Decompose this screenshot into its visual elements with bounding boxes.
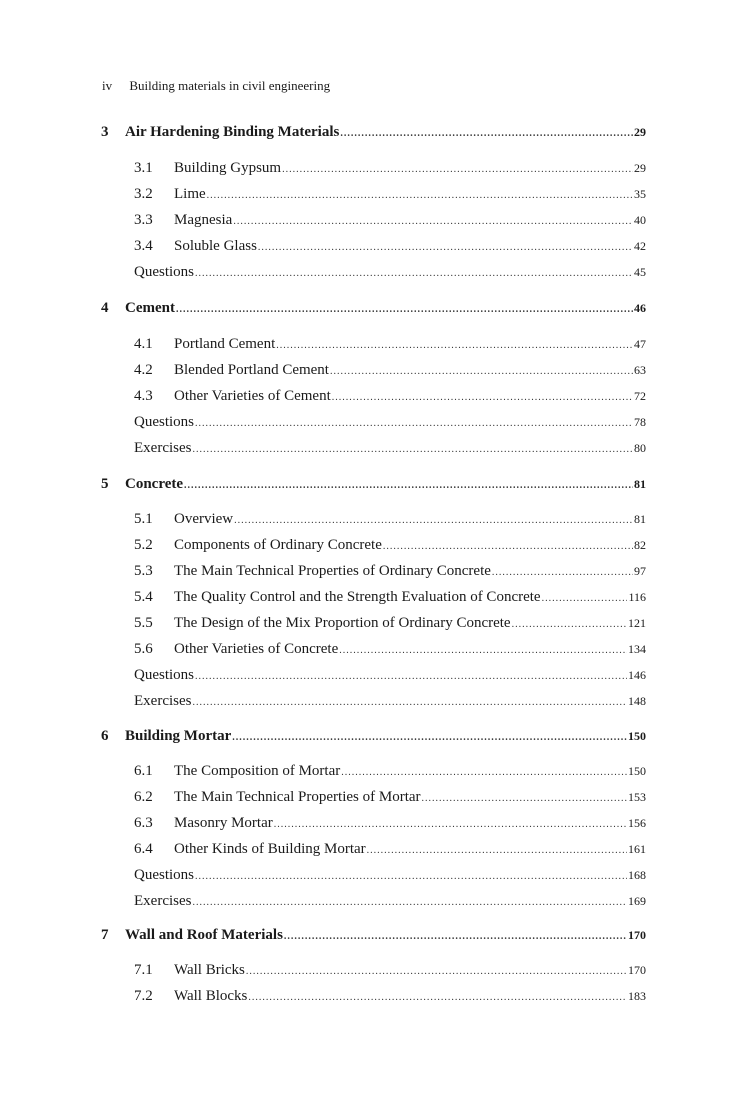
toc-section-entry [134, 388, 646, 405]
dot-leader [192, 444, 633, 455]
toc-chapter-entry [101, 927, 646, 944]
toc-entry [134, 440, 646, 457]
dot-leader [232, 732, 627, 743]
toc-entry [134, 693, 646, 710]
toc-entry [134, 667, 646, 684]
toc-entry-number: 5.6 [134, 641, 153, 657]
toc-entry-title: Questions [134, 264, 194, 280]
dot-leader [246, 966, 627, 977]
toc-entry-title: Air Hardening Binding Materials [125, 124, 340, 140]
toc-entry-number: 5.2 [134, 537, 153, 553]
toc-entry-page: 29 [634, 125, 646, 139]
toc-section-entry [134, 160, 646, 177]
dot-leader [367, 845, 627, 856]
toc-entry-number: 6.2 [134, 789, 153, 805]
toc-entry-page: 40 [634, 213, 646, 227]
toc-section-entry [134, 763, 646, 780]
toc-section-entry [134, 615, 646, 632]
toc-section-entry [134, 641, 646, 658]
dot-leader [207, 190, 633, 201]
toc-entry-number: 5.3 [134, 563, 153, 579]
dot-leader [340, 128, 633, 139]
dot-leader [282, 164, 633, 175]
toc-chapter-entry [101, 300, 646, 317]
toc-entry-title: Wall and Roof Materials [125, 927, 283, 943]
dot-leader [492, 567, 633, 578]
toc-entry-page: 156 [628, 816, 646, 830]
toc-entry-page: 148 [628, 694, 646, 708]
toc-entry-page: 161 [628, 842, 646, 856]
toc-entry-number: 7.2 [134, 988, 153, 1004]
toc-entry-number: 3.3 [134, 212, 153, 228]
toc-section-entry [134, 186, 646, 203]
toc-entry [134, 414, 646, 431]
toc-entry-title: Blended Portland Cement [174, 362, 329, 378]
toc-entry-number: 4.2 [134, 362, 153, 378]
toc-entry-title: Building Mortar [125, 728, 232, 744]
toc-entry-number: 3.2 [134, 186, 153, 202]
toc-entry-number: 6.3 [134, 815, 153, 831]
toc-entry [134, 867, 646, 884]
dot-leader [422, 793, 627, 804]
toc-entry-number: 6 [101, 728, 109, 744]
dot-leader [234, 515, 633, 526]
toc-entry-title: Magnesia [174, 212, 233, 228]
dot-leader [248, 992, 627, 1003]
dot-leader [284, 931, 627, 942]
toc-entry-page: 35 [634, 187, 646, 201]
toc-entry-page: 150 [628, 764, 646, 778]
toc-entry-title: Other Varieties of Cement [174, 388, 331, 404]
toc-section-entry [134, 815, 646, 832]
toc-entry-title: Other Kinds of Building Mortar [174, 841, 366, 857]
toc-section-entry [134, 212, 646, 229]
toc-entry-title: Lime [174, 186, 206, 202]
dot-leader [258, 242, 633, 253]
toc-entry-title: Masonry Mortar [174, 815, 273, 831]
toc-section-entry [134, 563, 646, 580]
toc-entry-page: 78 [634, 415, 646, 429]
toc-entry-title: The Quality Control and the Strength Evaluation of Concrete [174, 589, 541, 605]
dot-leader [192, 897, 627, 908]
header-book-title: Building materials in civil engineering [129, 78, 331, 93]
toc-entry-title: Exercises [134, 693, 192, 709]
toc-entry-number: 7 [101, 927, 109, 943]
toc-section-entry [134, 336, 646, 353]
toc-section-entry [134, 841, 646, 858]
toc-entry-number: 5.1 [134, 511, 153, 527]
toc-entry-page: 81 [634, 512, 646, 526]
toc-entry-page: 45 [634, 265, 646, 279]
dot-leader [195, 671, 627, 682]
toc-entry-title: Questions [134, 667, 194, 683]
toc-entry-number: 4 [101, 300, 109, 316]
toc-entry-title: The Main Technical Properties of Ordinary Concrete [174, 563, 491, 579]
toc-entry-page: 121 [628, 616, 646, 630]
dot-leader [274, 819, 627, 830]
toc-entry-title: Concrete [125, 476, 184, 492]
toc-entry-page: 42 [634, 239, 646, 253]
toc-entry-title: Other Varieties of Concrete [174, 641, 339, 657]
toc-entry-title: Questions [134, 867, 194, 883]
toc-entry-page: 153 [628, 790, 646, 804]
dot-leader [195, 268, 633, 279]
toc-entry-page: 134 [628, 642, 646, 656]
toc-entry [134, 893, 646, 910]
dot-leader [195, 871, 627, 882]
toc-entry-title: Overview [174, 511, 234, 527]
toc-entry-title: Wall Blocks [174, 988, 248, 1004]
dot-leader [330, 366, 633, 377]
toc-entry-title: Exercises [134, 893, 192, 909]
running-header [102, 78, 330, 94]
header-page-number: iv [102, 78, 113, 93]
toc-entry-page: 47 [634, 337, 646, 351]
toc-section-entry [134, 962, 646, 979]
toc-entry-title: The Main Technical Properties of Mortar [174, 789, 421, 805]
dot-leader [192, 697, 627, 708]
toc-entry-number: 6.1 [134, 763, 153, 779]
toc-entry-title: Portland Cement [174, 336, 276, 352]
toc-entry-page: 168 [628, 868, 646, 882]
dot-leader [276, 340, 633, 351]
toc-section-entry [134, 988, 646, 1005]
toc-entry-title: Soluble Glass [174, 238, 257, 254]
toc-entry-number: 4.3 [134, 388, 153, 404]
toc-entry-number: 5.5 [134, 615, 153, 631]
dot-leader [332, 392, 633, 403]
toc-entry-page: 82 [634, 538, 646, 552]
toc-entry-title: The Design of the Mix Proportion of Ordinary Concrete [174, 615, 511, 631]
toc-entry-page: 72 [634, 389, 646, 403]
toc-entry-number: 3 [101, 124, 109, 140]
toc-entry-title: Exercises [134, 440, 192, 456]
dot-leader [176, 304, 633, 315]
toc-entry-title: Building Gypsum [174, 160, 282, 176]
toc-entry-number: 5.4 [134, 589, 153, 605]
toc-entry-title: Components of Ordinary Concrete [174, 537, 382, 553]
dot-leader [233, 216, 633, 227]
toc-chapter-entry [101, 124, 646, 141]
toc-entry-page: 29 [634, 161, 646, 175]
toc-entry-number: 4.1 [134, 336, 153, 352]
toc-entry-page: 150 [628, 729, 646, 743]
toc-entry-page: 146 [628, 668, 646, 682]
toc-section-entry [134, 537, 646, 554]
toc-section-entry [134, 789, 646, 806]
toc-section-entry [134, 238, 646, 255]
toc-entry-page: 169 [628, 894, 646, 908]
toc-entry-page: 170 [628, 963, 646, 977]
toc-entry-number: 3.1 [134, 160, 153, 176]
toc-entry-page: 46 [634, 301, 646, 315]
toc-section-entry [134, 589, 646, 606]
dot-leader [195, 418, 633, 429]
toc-chapter-entry [101, 728, 646, 745]
toc-entry-page: 81 [634, 477, 646, 491]
toc-entry-title: The Composition of Mortar [174, 763, 341, 779]
dot-leader [339, 645, 627, 656]
toc-entry-number: 5 [101, 476, 109, 492]
toc-entry-number: 6.4 [134, 841, 153, 857]
dot-leader [383, 541, 633, 552]
dot-leader [512, 619, 627, 630]
toc-entry-page: 183 [628, 989, 646, 1003]
toc-entry-page: 97 [634, 564, 646, 578]
toc-chapter-entry [101, 476, 646, 493]
toc-entry-title: Questions [134, 414, 194, 430]
toc-entry-number: 7.1 [134, 962, 153, 978]
dot-leader [184, 480, 633, 491]
toc-entry-page: 63 [634, 363, 646, 377]
dot-leader [341, 767, 627, 778]
toc-section-entry [134, 362, 646, 379]
toc-entry-number: 3.4 [134, 238, 153, 254]
toc-entry-title: Cement [125, 300, 175, 316]
toc-entry-page: 116 [628, 590, 646, 604]
dot-leader [542, 593, 628, 604]
toc-section-entry [134, 511, 646, 528]
toc-entry-title: Wall Bricks [174, 962, 245, 978]
toc-entry-page: 170 [628, 928, 646, 942]
toc-entry-page: 80 [634, 441, 646, 455]
toc-entry [134, 264, 646, 281]
